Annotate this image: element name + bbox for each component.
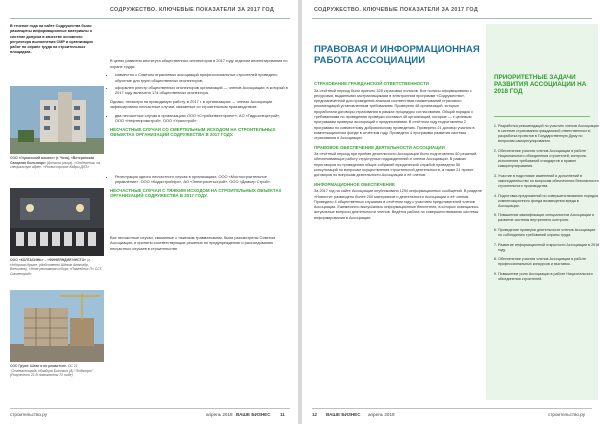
list-item: 1. Разработка рекомендаций по участию членов Ассоциации в системе страхования гражданской ответственности; разработка проектов в Государственную Думу по вопросам саморегулирования.: [498, 124, 600, 144]
list-item: 5. Повышение квалификации специалистов Ассоциации и развитие системы внутреннего контроля.: [498, 213, 600, 223]
left-col2-list3: [110, 174, 290, 185]
left-col2-list1: [110, 72, 290, 96]
heading-information: ИНФОРМАЦИОННОЕ ОБЕСПЕЧЕНИЕ: [314, 181, 395, 187]
priorities-sidebar: [486, 24, 598, 400]
left-column-2: [110, 58, 290, 254]
footer-mag-left-label: ВАШЕ БИЗНЕС: [236, 412, 271, 417]
right-page: [302, 0, 600, 424]
right-main-column: [314, 78, 482, 224]
footer-mag-left: [236, 412, 271, 417]
left-column-1: [10, 24, 104, 59]
list-item: • два несчастных случая в организациях ООО «Стройинвестпроект», АО «Гидроспецстрой», ООО «Нефтепромстрой», ООО «Уралстрой».: [115, 113, 290, 124]
list-item: 2. Обеспечение участия членов Ассоциации в работе Национального объединения строителей; контроль исполнения требований стандартов и правил саморегулирования.: [498, 149, 600, 169]
list-item: 8. Обеспечение участия членов Ассоциации в работе профессиональных конкурсов и выставок.: [498, 257, 600, 267]
right-p3: За 2017 год на сайте Ассоциации опубликовано 1200 информационных сообщений. В разделе «Новости» размещено более 200 материалов о деятельности Ассоциации и её членов. Проведено 4 общественных слушания в отчётном году с участием представителей членов Ассоциации. Ежемесячно выпускались информационные бюллетени, в которых освещались актуальные вопросы деятельности членов. Ведётся работа по совершенствованию системы информирования в Ассоциации.: [314, 189, 482, 220]
photo2-caption-bold: ООО «КОЛГАСИНЬ» – «ФИНЛЯНДИЯ ИНСТО»: [10, 258, 87, 262]
interior-image: [10, 188, 104, 256]
list-item: 4. Подготовка предложений по совершенствованию порядка компенсационного фонда возмещения вреда в Ассоциации.: [498, 194, 600, 209]
footer-page-left: [280, 412, 285, 417]
list-item: • совместно с Советом отраслевых ассоциаций профессиональных строителей проведено обучение для групп общественных инспекторов;: [115, 72, 290, 83]
photo-interior: [10, 188, 104, 286]
page-number-left: 11: [280, 412, 285, 417]
construction-image: [10, 290, 104, 362]
header-rule-right: [312, 18, 592, 19]
list-item: • оформлен реестр общественных инспекторов организаций — членов Ассоциации, в который в 2017 году включено 174 общественных инспектора.: [115, 85, 290, 96]
list-item: 6. Проведение проверки деятельности членов Ассоциации по соблюдению требований охраны труда.: [498, 228, 600, 238]
list-item: 7. Развитие информационной открытости Ассоциации в 2018 году.: [498, 243, 600, 253]
photo3-caption-bold: СОС Групп: Штан и по ремаэтеле.: [10, 364, 67, 368]
left-col2-p2: Однако, несмотря на проводимую работу, в 2017 г. в организациях — членах Ассоциации зафиксировано несчастные случаи, связанные со строительным производством:: [110, 98, 273, 109]
list-item: • Регистрация одного несчастного случая в организациях: ООО «Мостостроительное управление», ООО «Кодыстройпро», АО «Электросетьстрой», ООО «Демьер Строй».: [115, 174, 290, 185]
photo1-caption-bold: СОО «Гермесский альянс» (г. Чита), «Ветеранская Сахарная Больница»: [10, 156, 95, 165]
left-intro: В течение года на сайте Содружества были размещены информационные материалы о системе допуска в качестве основного регулятора выполнения СМР и организации работ по охране труда на строительных площадках.: [10, 24, 93, 55]
photo-construction: [10, 290, 104, 402]
spacer: [110, 201, 290, 235]
photo2-caption-text: (г. Ноборная Ирыне, удобственно Шёвом Алексадр, Внешнюю), «Нове рекламная осборь «Павлейнос П» ССТ, Смоленград»: [10, 258, 103, 276]
header-rule-left: [10, 18, 290, 19]
footer-mag-right: [326, 412, 361, 417]
left-page: [0, 0, 298, 424]
heading-legal: ПРАВОВОЕ ОБЕСПЕЧЕНИЕ ДЕЯТЕЛЬНОСТИ АССОЦИАЦИИ: [314, 144, 445, 150]
right-p1: За отчётный период было принято 328 страховых полисов. Все полисы сформированы с ресурсами, выданными застраховщиками в электронном программе «Содружество», предназначенной для проведения анализа соответствия наименований страхового рекомендаций установленным требованиям. Проверено 48 организаций, которые проработали договоры страхования в рамках процедуры согласования. Общий порядок с требованиями по проведению проверки составил 48 организаций, которые — с целевым программам проверки ассоциаций с предписаниями. В отчётном году подготовлены 2 программы по совместному добровольному проведению. Проверено 21 договор участия в компенсационном фонде в отчётном году. Проведено 4 программы развития системы страхования в Ассоциации.: [314, 88, 475, 141]
footer-page-right: [312, 412, 317, 417]
photo3-caption: [10, 364, 104, 378]
footer-month-left: апрель 2018: [206, 412, 233, 417]
photo2-caption: [10, 258, 104, 276]
priorities-list: [492, 124, 600, 287]
left-heading-fatal: НЕСЧАСТНЫЕ СЛУЧАИ СО СМЕРТЕЛЬНЫМ ИСХОДОМ НА СТРОИТЕЛЬНЫХ ОБЪЕКТАХ ОРГАНИЗАЦИЙ СОДРУЖЕСТВА В 2017 ГОДУ.: [110, 126, 276, 138]
list-item: 9. Повышение роли Ассоциации в работе Национального объединения строителей.: [498, 272, 600, 282]
sidebar-title: ПРИОРИТЕТНЫЕ ЗАДАЧИ РАЗВИТИЯ АССОЦИАЦИИ НА 2018 ГОД: [494, 74, 587, 96]
footer-site-right: строительство.ру: [548, 412, 586, 417]
building-image: [10, 86, 104, 154]
footer-site-left: строительство.ру: [10, 412, 48, 417]
list-item: 3. Участие в подготовке изменений и дополнений в законодательство по вопросам обеспечения безопасности строительного производства.: [498, 174, 600, 189]
photo1-caption-text: (Ахтына улица). «Отделения, на специальную адрес: «Росвиссорское Кадры ДЛЗ»: [10, 160, 101, 170]
spacer: [110, 140, 290, 174]
sidebar-rule: [494, 116, 590, 117]
left-col2-p3: Все несчастные случаи, связанные с тяжелым травматизмом, были рассмотрены Советом Ассоциации, и приняты соответствующие решения по предупреждению и расследованию несчастных случаев в строительстве.: [110, 234, 276, 251]
running-header-left: СОДРУЖЕСТВО. КЛЮЧЕВЫЕ ПОКАЗАТЕЛИ ЗА 2017 ГОД: [110, 7, 274, 13]
page-title: ПРАВОВАЯ И ИНФОРМАЦИОННАЯ РАБОТА АССОЦИАЦИИ: [314, 44, 480, 66]
photo1-caption: [10, 156, 104, 170]
left-heading-severe: НЕСЧАСТНЫЕ СЛУЧАИ С ТЯЖКИМ ИСХОДОМ НА СТРОИТЕЛЬНЫХ ОБЪЕКТАХ ОРГАНИЗАЦИЙ СОДРУЖЕСТВА В 2017 ГОДУ.: [110, 187, 282, 199]
footer-mag-right-label: ВАШЕ БИЗНЕС: [326, 412, 361, 417]
left-col2-p1: В целях развития института общественных инспекторов в 2017 году отделом инспектирования по охране труда:: [110, 58, 288, 69]
page-number-right: 12: [312, 412, 318, 417]
left-col2-list2: [110, 113, 290, 124]
footer-month-right: апрель 2018: [368, 412, 395, 417]
photo-building: [10, 86, 104, 182]
heading-insurance: СТРАХОВАНИЕ ГРАЖДАНСКОЙ ОТВЕТСТВЕННОСТИ: [314, 81, 429, 86]
footer-rule-right: [312, 408, 592, 409]
right-p2: За отчётный период при приёме деятельности Ассоциации было подготовлено 60 решений, обеспечивающих работу структурных подразделений и членов Ассоциации. В рамках переговоров по проведению общих собраний юридической службой проведено 56 консультаций по вопросам осуществления строительной деятельности, а также 21 проект договоров по вопросам деятельности Ассоциации и её членов.: [314, 152, 478, 178]
footer-rule-left: [10, 408, 290, 409]
running-header-right: СОДРУЖЕСТВО. КЛЮЧЕВЫЕ ПОКАЗАТЕЛИ ЗА 2017 ГОД: [314, 7, 478, 13]
photo3-caption-text: ОС 21 "Стаемьтоцюдь обчайцов Бостаин (А) "Подносрт" (Ровунтеот 21 В помоглинны 72 лиде): [10, 364, 94, 378]
